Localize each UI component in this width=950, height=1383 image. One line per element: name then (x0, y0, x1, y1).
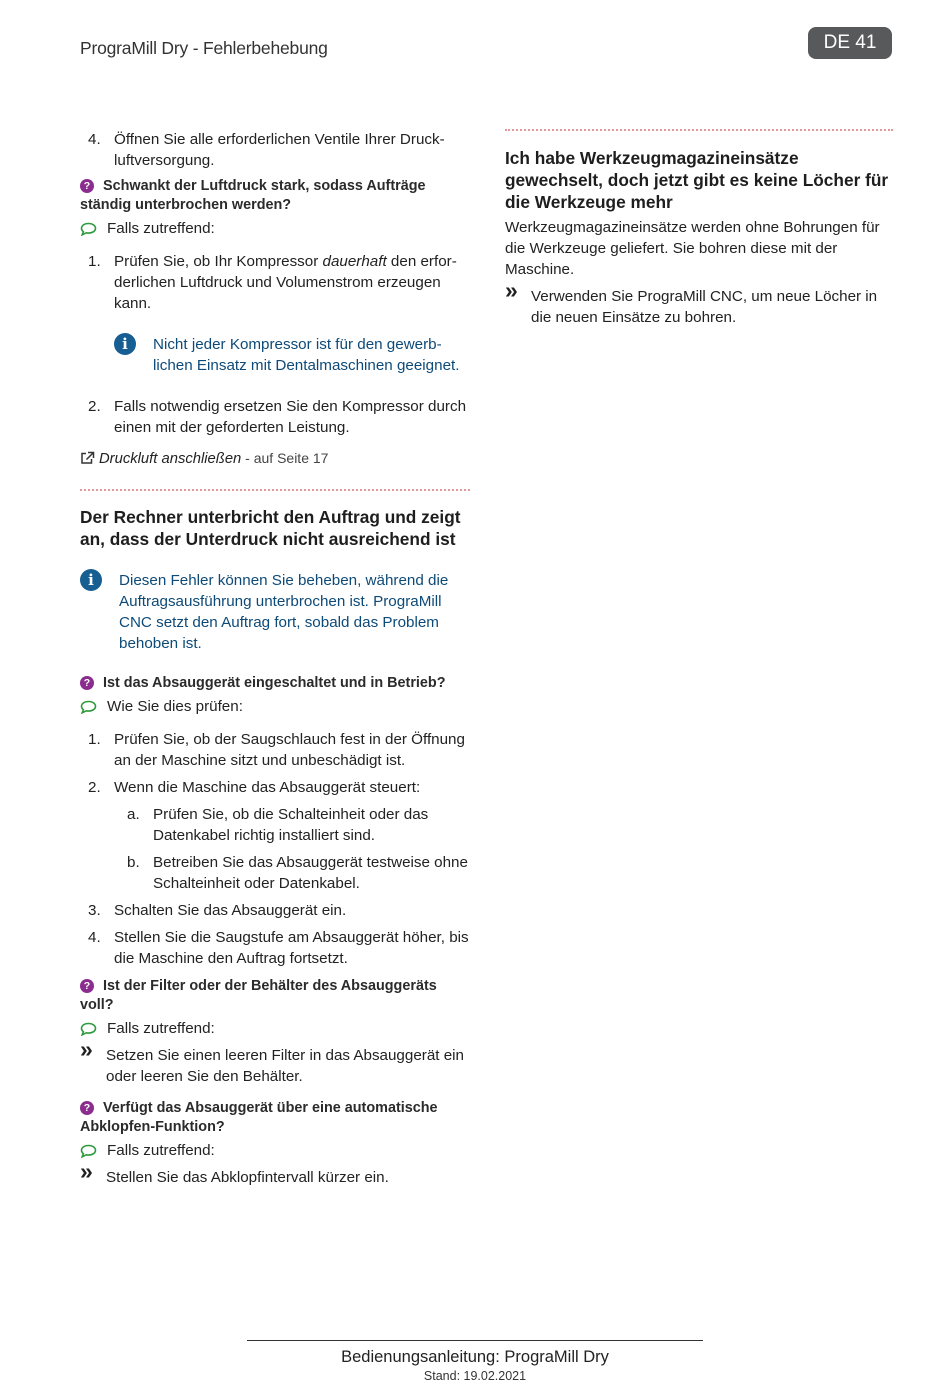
step-number: 4. (88, 131, 101, 148)
step-number: 4. (88, 929, 101, 946)
question-extraction-on (80, 674, 470, 693)
step-number: 2. (88, 398, 101, 415)
answer-text: Falls zutreffend: (107, 1020, 215, 1037)
question-text: Ist der Filter oder der Behälter des Absauggeräts voll? (80, 978, 437, 1013)
step-text: Wenn die Maschine das Absauggerät steuert: (114, 779, 421, 796)
list-item (80, 251, 470, 376)
left-column (80, 129, 470, 1188)
list-item (80, 129, 470, 171)
step-list-extraction (80, 729, 470, 969)
sub-step-letter: a. (127, 806, 140, 823)
answer-text: Falls zutreffend: (107, 220, 215, 237)
step-list-valves (80, 129, 470, 171)
question-icon: ? (80, 979, 94, 993)
answer-line (80, 218, 470, 239)
sub-step-text: Betreiben Sie das Absauggerät testweise ohne Schalteinheit oder Datenkabel. (153, 854, 468, 892)
external-link-icon (80, 451, 95, 465)
info-note (80, 570, 470, 654)
step-text: Falls notwendig ersetzen Sie den Kompressor durch einen mit der geforderten Leistung. (114, 398, 467, 436)
page-number-badge: DE 41 (808, 27, 892, 59)
step-text: Öffnen Sie alle erforderlichen Ventile Ihrer Druckluftversorgung. (114, 131, 445, 169)
question-icon: ? (80, 676, 94, 690)
action-text: Verwenden Sie PrograMill CNC, um neue Löcher in die neuen Einsätze zu bohren. (531, 288, 878, 326)
section-heading: Ich habe Werkzeugmagazineinsätze gewechselt, doch jetzt gibt es keine Löcher für die Werkzeuge mehr (505, 148, 889, 212)
action-text: Setzen Sie einen leeren Filter in das Absauggerät ein oder leeren Sie den Behälter. (106, 1047, 464, 1085)
question-icon: ? (80, 1101, 94, 1115)
section-divider (505, 129, 893, 131)
cross-reference-link[interactable] (80, 448, 470, 470)
info-note (114, 334, 470, 376)
section-divider (80, 489, 470, 491)
section-body: Werkzeugmagazineinsätze werden ohne Bohrungen für die Werkzeuge geliefert. Sie bohren diese mit der Maschine. (505, 219, 880, 278)
action-item (505, 277, 893, 328)
footer-rule (247, 1340, 703, 1341)
sub-step-list (114, 804, 470, 894)
info-icon: i (114, 333, 136, 355)
step-list-compressor (80, 251, 470, 438)
list-item (114, 804, 470, 846)
step-number: 3. (88, 902, 101, 919)
question-auto-tapping (80, 1099, 470, 1137)
sub-step-text: Prüfen Sie, ob die Schalteinheit oder das Datenkabel richtig installiert sind. (153, 806, 429, 844)
list-item (80, 396, 470, 438)
document-title: PrograMill Dry - Fehlerbehebung (80, 38, 328, 58)
section-heading: Der Rechner unterbricht den Auftrag und zeigt an, dass der Unterdruck nicht ausreichend ist (80, 507, 461, 549)
double-chevron-icon: » (80, 1158, 93, 1184)
info-icon: i (80, 569, 102, 591)
double-chevron-icon: » (505, 277, 518, 303)
step-number: 2. (88, 779, 101, 796)
step-text: Schalten Sie das Absauggerät ein. (114, 902, 347, 919)
footer-date: Stand: 19.02.2021 (423, 1369, 527, 1383)
question-icon: ? (80, 179, 94, 193)
question-pressure (80, 177, 470, 215)
step-text: Stellen Sie die Saugstufe am Absauggerät höher, bis die Maschine den Auftrag fortsetzt. (114, 929, 469, 967)
answer-text: Falls zutreffend: (107, 1142, 215, 1159)
right-column (505, 129, 893, 328)
step-text: Prüfen Sie, ob der Saugschlauch fest in der Öffnung an der Maschine sitzt und unbeschädigt ist. (114, 731, 465, 769)
question-text: Schwankt der Luftdruck stark, sodass Aufträge ständig unterbrochen werden? (80, 178, 426, 213)
action-item (80, 1158, 470, 1188)
speech-bubble-icon (80, 1022, 97, 1036)
list-item (80, 900, 470, 921)
action-item (80, 1036, 470, 1087)
list-item (114, 852, 470, 894)
list-item (80, 729, 470, 771)
step-number: 1. (88, 731, 101, 748)
info-text: Diesen Fehler können Sie beheben, während die Auftragsausführung unterbrochen ist. PrograMill CNC setzt den Auftrag fort, sobald das Problem behoben ist. (119, 572, 449, 652)
step-text: Prüfen Sie, ob Ihr Kompressor (114, 253, 323, 270)
question-text: Verfügt das Absauggerät über eine automatische Abklopfen-Funktion? (80, 1100, 438, 1135)
action-text: Stellen Sie das Abklopfintervall kürzer ein. (106, 1169, 389, 1186)
xref-page: - auf Seite 17 (241, 450, 329, 466)
speech-bubble-icon (80, 1144, 97, 1158)
speech-bubble-icon (80, 700, 97, 714)
double-chevron-icon: » (80, 1036, 93, 1062)
step-text: den erforderlichen Luftdruck und Volumenstrom erzeugen kann. (114, 253, 457, 312)
step-emphasis: dauerhaft (322, 253, 387, 270)
question-text: Ist das Absauggerät eingeschaltet und in Betrieb? (103, 675, 446, 691)
answer-line (80, 696, 470, 717)
xref-title[interactable]: Druckluft anschließen (99, 451, 242, 467)
info-text: Nicht jeder Kompressor ist für den gewerblichen Einsatz mit Dentalmaschinen geeignet. (153, 336, 460, 374)
footer-title: Bedienungsanleitung: PrograMill Dry (341, 1348, 609, 1366)
speech-bubble-icon (80, 222, 97, 236)
sub-step-letter: b. (127, 854, 140, 871)
list-item (80, 927, 470, 969)
answer-text: Wie Sie dies prüfen: (107, 698, 243, 715)
list-item (80, 777, 470, 894)
step-number: 1. (88, 253, 101, 270)
question-filter-full (80, 977, 470, 1015)
answer-line (80, 1140, 470, 1161)
answer-line (80, 1018, 470, 1039)
